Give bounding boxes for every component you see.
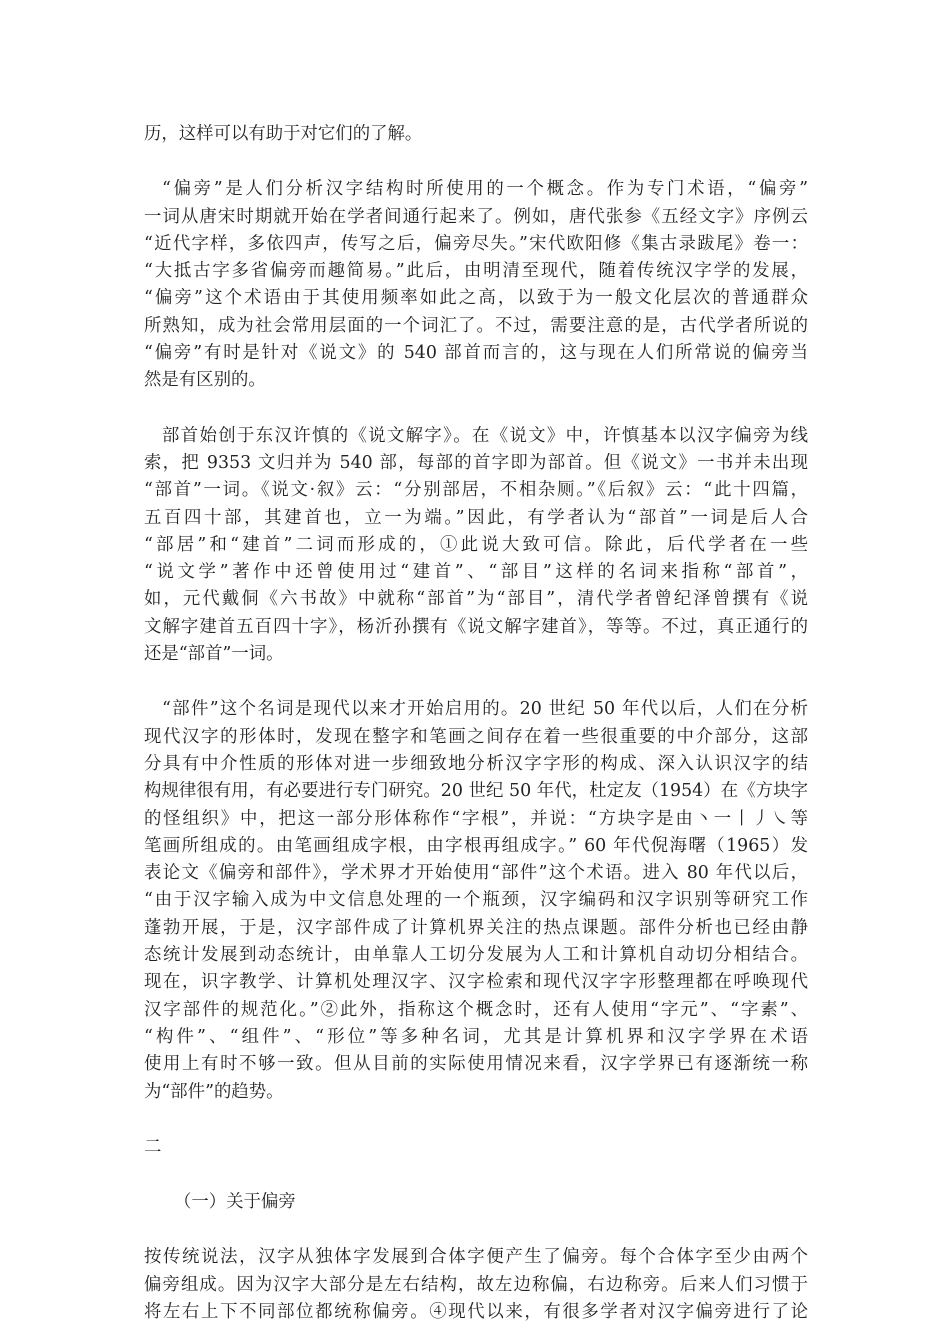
- text-line: 偏旁组成。因为汉字大部分是左右结构，故左边称偏，右边称旁。后来人们习惯于: [144, 1274, 808, 1295]
- text-line: 态统计发展到动态统计，由单靠人工切分发展为人工和计算机自动切分相结合。: [144, 945, 808, 966]
- text-line: 如，元代戴侗《六书故》中就称“部首”为“部目”，清代学者曾纪泽曾撰有《说: [144, 589, 808, 610]
- text-line: 索，把 9353 文归并为 540 部，每部的首字即为部首。但《说文》一书并未出现: [144, 452, 808, 473]
- text-line: “大抵古字多省偏旁而趣简易。”此后，由明清至现代，随着传统汉字学的发展，: [144, 261, 808, 282]
- text-line: 所熟知，成为社会常用层面的一个词汇了。不过，需要注意的是，古代学者所说的: [144, 315, 808, 336]
- text-line: 还是“部首”一词。: [144, 644, 284, 665]
- text-line: 汉字部件的规范化。”②此外，指称这个概念时，还有人使用“字元”、“字素”、: [144, 999, 808, 1020]
- text-line: “偏旁”是人们分析汉字结构时所使用的一个概念。作为专门术语，“偏旁”: [162, 179, 808, 200]
- paragraph: [144, 423, 808, 669]
- text-line: “偏旁”这个术语由于其使用频率如此之高，以致于为一般文化层次的普通群众: [144, 288, 808, 309]
- text-line: 文解字建首五百四十字》，杨沂孙撰有《说文解字建首》，等等。不过，真正通行的: [144, 616, 808, 637]
- text-line: 为“部件”的趋势。: [144, 1081, 284, 1102]
- text-line: “构件”、“组件”、“形位”等多种名词，尤其是计算机界和汉字学界在术语: [144, 1026, 808, 1047]
- text-line: 的怪组织》中，把这一部分形体称作“字根”，并说：“方块字是由丶一丨丿㇏等: [144, 808, 808, 829]
- text-line: “部件”这个名词是现代以来才开始启用的。20 世纪 50 年代以后，人们在分析: [162, 699, 808, 720]
- text-line: 五百四十部，其建首也，立一为端。”因此，有学者认为“部首”一词是后人合: [144, 507, 808, 528]
- text-line: 笔画所组成的。由笔画组成字根，由字根再组成字。” 60 年代倪海曙（1965）发: [144, 835, 808, 856]
- text-line: 分具有中介性质的形体对进一步细致地分析汉字字形的构成、深入认识汉字的结: [144, 753, 808, 774]
- section-heading: 二: [144, 1136, 162, 1157]
- subsection-heading: （一）关于偏旁: [174, 1192, 296, 1213]
- text-line: 使用上有时不够一致。但从目前的实际使用情况来看，汉字学界已有逐渐统一称: [144, 1054, 808, 1075]
- text-line: 然是有区别的。: [144, 370, 266, 391]
- text-line: 将左右上下不同部位都统称偏旁。④现代以来，有很多学者对汉字偏旁进行了论: [144, 1301, 808, 1322]
- text-line: “说文学”著作中还曾使用过“建首”、“部目”这样的名词来指称“部首”，: [144, 562, 808, 583]
- text-line: 表论文《偏旁和部件》，学术界才开始使用“部件”这个术语。进入 80 年代以后，: [144, 863, 808, 884]
- text-line: 现代汉字的形体时，发现在整字和笔画之间存在着一些很重要的中介部分，这部: [144, 726, 808, 747]
- paragraph: [144, 176, 808, 394]
- paragraph: [144, 696, 808, 1105]
- paragraph: [144, 1244, 808, 1326]
- text-line: 历，这样可以有助于对它们的了解。: [144, 124, 423, 144]
- text-line: “近代字样，多依四声，传写之后，偏旁尽失。”宋代欧阳修《集古录跋尾》卷一：: [144, 233, 808, 254]
- text-line: 蓬勃开展，于是，汉字部件成了计算机界关注的热点课题。部件分析也已经由静: [144, 917, 808, 938]
- document-page: [144, 121, 808, 1326]
- text-line: 现在，识字教学、计算机处理汉字、汉字检索和现代汉字字形整理都在呼唤现代: [144, 972, 808, 993]
- paragraph: [144, 121, 808, 148]
- text-line: “部居”和“建首”二词而形成的，①此说大致可信。除此，后代学者在一些: [144, 534, 808, 555]
- text-line: 部首始创于东汉许慎的《说文解字》。在《说文》中，许慎基本以汉字偏旁为线: [162, 425, 808, 446]
- text-line: “偏旁”有时是针对《说文》的 540 部首而言的，这与现在人们所常说的偏旁当: [144, 343, 808, 364]
- text-line: “由于汉字输入成为中文信息处理的一个瓶颈，汉字编码和汉字识别等研究工作: [144, 890, 808, 911]
- text-line: “部首”一词。《说文·叙》云：“分别部居，不相杂厕。”《后叙》云：“此十四篇，: [144, 480, 808, 501]
- text-line: 构规律很有用，有必要进行专门研究。20 世纪 50 年代，杜定友（1954）在《方块字: [144, 781, 808, 802]
- text-line: 按传统说法，汉字从独体字发展到合体字便产生了偏旁。每个合体字至少由两个: [144, 1247, 808, 1268]
- text-line: 一词从唐宋时期就开始在学者间通行起来了。例如，唐代张参《五经文字》序例云: [144, 206, 808, 227]
